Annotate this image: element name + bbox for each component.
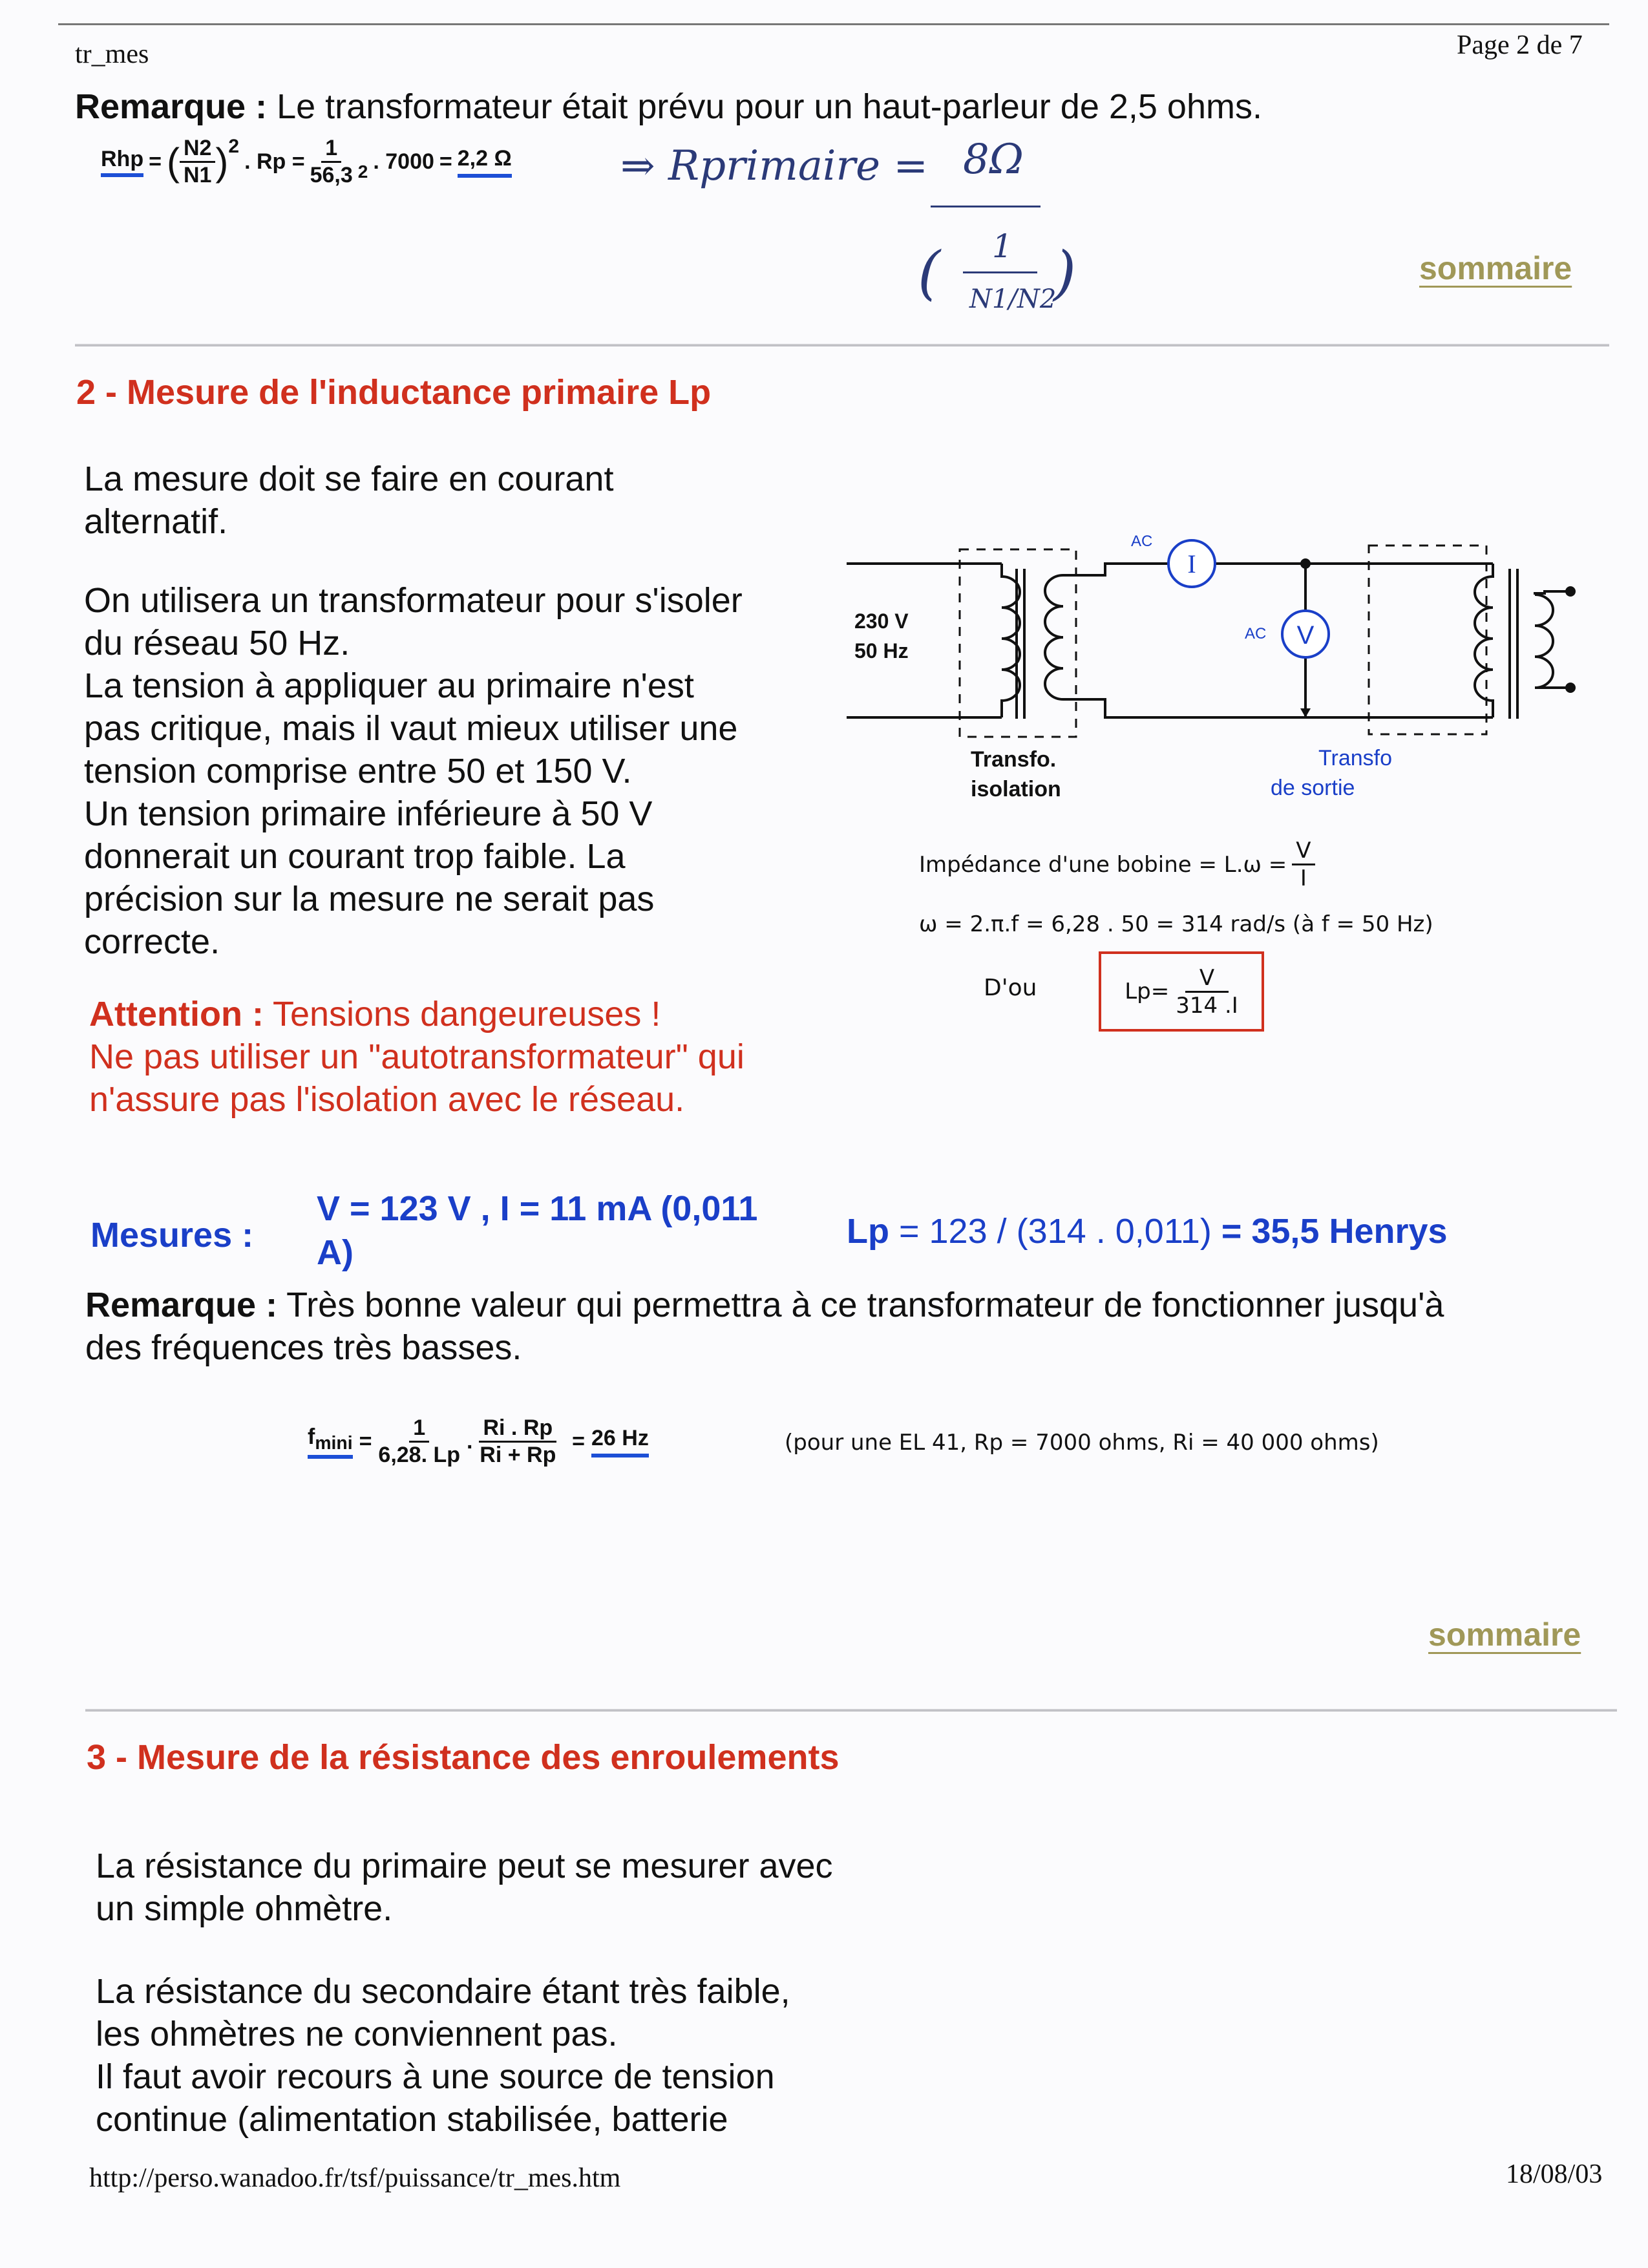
- fmin-den1: 6,28. Lp: [378, 1443, 461, 1467]
- fmin-eq2: =: [572, 1429, 586, 1454]
- lp-calculation: [847, 1211, 1448, 1251]
- measures-line-1: V = 123 V , I = 11 mA (0,011: [317, 1189, 758, 1228]
- fmin-dot: .: [467, 1429, 473, 1454]
- wire-to-ammeter: [1063, 564, 1170, 575]
- rhp-one: 1: [321, 136, 341, 163]
- impedance-formula: [919, 838, 1315, 891]
- rhp-lhs: Rhp: [101, 147, 143, 177]
- handwritten-annotation: [620, 142, 928, 190]
- output-terminal-2: [1565, 683, 1576, 693]
- text-line: alternatif.: [84, 502, 228, 541]
- impedance-num: V: [1292, 838, 1315, 865]
- hand-ratio: N1/N2: [969, 284, 1057, 314]
- remark-text: Le transformateur était prévu pour un haut-parleur de 2,5 ohms.: [277, 87, 1262, 126]
- text-line: un simple ohmètre.: [96, 1889, 393, 1928]
- lp-result: = 35,5 Henrys: [1221, 1212, 1448, 1251]
- divider-2: [85, 1709, 1617, 1712]
- text-line: précision sur la mesure ne serait pas: [84, 880, 655, 918]
- fmin-sub: mini: [315, 1432, 353, 1454]
- rhp-formula: [101, 136, 512, 188]
- section-2-p1: [84, 458, 613, 543]
- rhp-n1: N1: [183, 163, 212, 187]
- doc-name: tr_mes: [75, 39, 149, 69]
- hand-arrow: ⇒: [620, 142, 655, 190]
- remark-2-line-2: des fréquences très basses.: [85, 1328, 522, 1367]
- warning-line-1: Tensions dangeureuses !: [272, 995, 661, 1033]
- warning-block: [89, 993, 745, 1121]
- section-3-title: 3 - Mesure de la résistance des enroulements: [87, 1738, 840, 1777]
- fmin-one: 1: [409, 1415, 429, 1443]
- divider-1: [75, 344, 1609, 346]
- iso-secondary-coil: [1045, 575, 1063, 699]
- warning-line-2: Ne pas utiliser un "autotransformateur" qui: [89, 1037, 745, 1076]
- remark-1: [75, 85, 1262, 128]
- sommaire-link-2[interactable]: sommaire: [1428, 1616, 1581, 1653]
- impedance-text: Impédance d'une bobine = L.ω =: [919, 851, 1287, 878]
- text-line: On utilisera un transformateur pour s'isoler: [84, 581, 743, 620]
- fmin-formula: [308, 1415, 649, 1468]
- output-terminal-1: [1565, 586, 1576, 597]
- hand-inner-bar: [963, 271, 1037, 273]
- measures-values: [317, 1187, 757, 1275]
- remark-2-line-1: Très bonne valeur qui permettra à ce transformateur de fonctionner jusqu'à: [286, 1286, 1444, 1324]
- dou-label: D'ou: [984, 975, 1037, 1001]
- rhp-eq: =: [149, 149, 162, 174]
- text-line: La mesure doit se faire en courant: [84, 460, 614, 498]
- text-line: correcte.: [84, 922, 220, 961]
- lp-calc-rest: = 123 / (314 . 0,011): [889, 1212, 1221, 1251]
- iso-label-2: isolation: [971, 777, 1061, 801]
- section-3-p2: [96, 1970, 790, 2141]
- text-line: du réseau 50 Hz.: [84, 624, 350, 662]
- omega-formula: ω = 2.π.f = 6,28 . 50 = 314 rad/s (à f = 50 Hz): [919, 911, 1433, 937]
- supply-voltage: 230 V: [854, 609, 909, 633]
- measures-label: Mesures :: [90, 1216, 254, 1255]
- text-line: La tension à appliquer au primaire n'est: [84, 666, 694, 705]
- section-2-p2: [84, 579, 743, 963]
- out-label-2: de sortie: [1271, 776, 1355, 800]
- node-top: [1300, 558, 1311, 569]
- top-border: [58, 23, 1609, 25]
- hand-paren-left: (: [918, 239, 941, 307]
- hand-lhs: Rprimaire =: [668, 142, 928, 190]
- remark-2-label: Remarque :: [85, 1286, 278, 1324]
- text-line: Un tension primaire inférieure à 50 V: [84, 794, 653, 833]
- out-label-1: Transfo: [1318, 746, 1393, 770]
- remark-label: Remarque :: [75, 87, 268, 126]
- warning-label: Attention :: [89, 995, 264, 1033]
- text-line: Il faut avoir recours à une source de tension: [96, 2057, 775, 2096]
- fmin-eq: =: [359, 1429, 372, 1454]
- remark-2: [85, 1284, 1444, 1369]
- footer-url[interactable]: http://perso.wanadoo.fr/tsf/puissance/tr_mes.htm: [89, 2163, 621, 2193]
- fmin-note: (pour une EL 41, Rp = 7000 ohms, Ri = 40 000 ohms): [785, 1430, 1379, 1456]
- ac-label-2: AC: [1245, 625, 1267, 642]
- lp-lhs: Lp=: [1125, 979, 1170, 1004]
- fmin-result: 26 Hz: [591, 1426, 649, 1457]
- rhp-rp: . Rp =: [244, 149, 305, 174]
- section-3-p1: [96, 1845, 833, 1930]
- supply-frequency: 50 Hz: [854, 639, 909, 662]
- rhp-exp2: 2: [357, 161, 368, 182]
- lp-den: 314 .I: [1176, 992, 1238, 1019]
- text-line: donnerait un courant trop faible. La: [84, 837, 626, 876]
- fmin-lhs: [308, 1425, 353, 1459]
- voltmeter-label: V: [1296, 621, 1315, 650]
- ac-label-1: AC: [1131, 533, 1153, 550]
- lp-calc-lp: Lp: [847, 1212, 889, 1251]
- text-line: La résistance du secondaire étant très faible,: [96, 1972, 790, 2011]
- rhp-exp: 2: [228, 136, 240, 157]
- ammeter-label: I: [1187, 549, 1196, 578]
- out-secondary-coil: [1535, 595, 1553, 688]
- iso-label-1: Transfo.: [971, 747, 1057, 772]
- text-line: La résistance du primaire peut se mesurer avec: [96, 1847, 833, 1885]
- wire-bottom: [1063, 699, 1493, 717]
- out-wire-top: [1535, 591, 1570, 595]
- lp-num: V: [1185, 965, 1229, 993]
- footer-date: 18/08/03: [1506, 2159, 1603, 2189]
- hand-paren-right: ): [1053, 239, 1077, 307]
- page-number: Page 2 de 7: [1457, 30, 1583, 60]
- fmin-den2: Ri + Rp: [480, 1443, 556, 1467]
- hand-numerator: 8Ω: [963, 136, 1024, 184]
- fmin-num2: Ri . Rp: [479, 1415, 556, 1443]
- out-dashed-box: [1369, 546, 1486, 734]
- rhp-mult: . 7000: [373, 149, 434, 174]
- lp-formula-box: [1099, 951, 1264, 1032]
- sommaire-link-1[interactable]: sommaire: [1419, 250, 1572, 286]
- measures-line-2: A): [317, 1233, 354, 1272]
- text-line: tension comprise entre 50 et 150 V.: [84, 752, 632, 790]
- arrow-down: [1300, 708, 1311, 717]
- rhp-n2: N2: [180, 136, 215, 163]
- hand-one: 1: [992, 228, 1013, 265]
- text-line: continue (alimentation stabilisée, batterie: [96, 2100, 728, 2139]
- text-line: pas critique, mais il vaut mieux utiliser une: [84, 709, 738, 748]
- out-primary-coil: [1475, 564, 1493, 717]
- rhp-result: 2,2 Ω: [458, 146, 512, 178]
- rhp-eq2: =: [439, 149, 452, 174]
- hand-main-bar: [931, 206, 1041, 207]
- section-2-title: 2 - Mesure de l'inductance primaire Lp: [76, 373, 712, 412]
- rhp-den: 56,3: [310, 163, 353, 187]
- fmin-f: f: [308, 1424, 315, 1449]
- text-line: les ohmètres ne conviennent pas.: [96, 2015, 618, 2053]
- circuit-diagram: [840, 517, 1583, 814]
- warning-line-3: n'assure pas l'isolation avec le réseau.: [89, 1080, 685, 1119]
- impedance-den: I: [1300, 865, 1307, 891]
- rhp-paren: ( $\frac{N2}{N1}$ ) 2: [166, 136, 240, 187]
